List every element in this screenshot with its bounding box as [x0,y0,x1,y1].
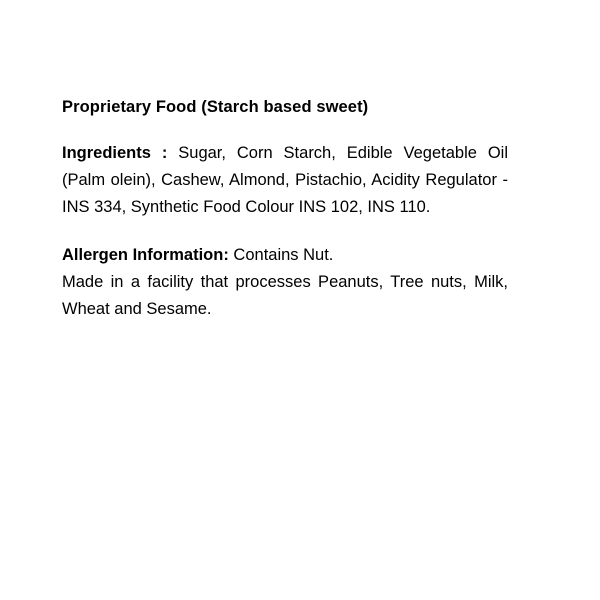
ingredients-list: Sugar, Corn Starch, Edible Vegetable Oil (Palm olein), Cashew, Almond, Pistachio, Acidity Regulator - INS 334, Synthetic Food Colour INS 102, INS 110. [62,144,508,216]
ingredients-paragraph [62,140,508,220]
facility-statement: Made in a facility that processes Peanuts, Tree nuts, Milk, Wheat and Sesame. [62,273,508,318]
allergen-paragraph [62,242,508,269]
allergen-heading: Allergen Information: [62,246,229,265]
ingredients-heading: Ingredients : [62,144,168,163]
food-label-panel [62,96,508,323]
allergen-value: Contains Nut. [228,246,334,265]
product-title: Proprietary Food (Starch based sweet) [62,98,369,116]
